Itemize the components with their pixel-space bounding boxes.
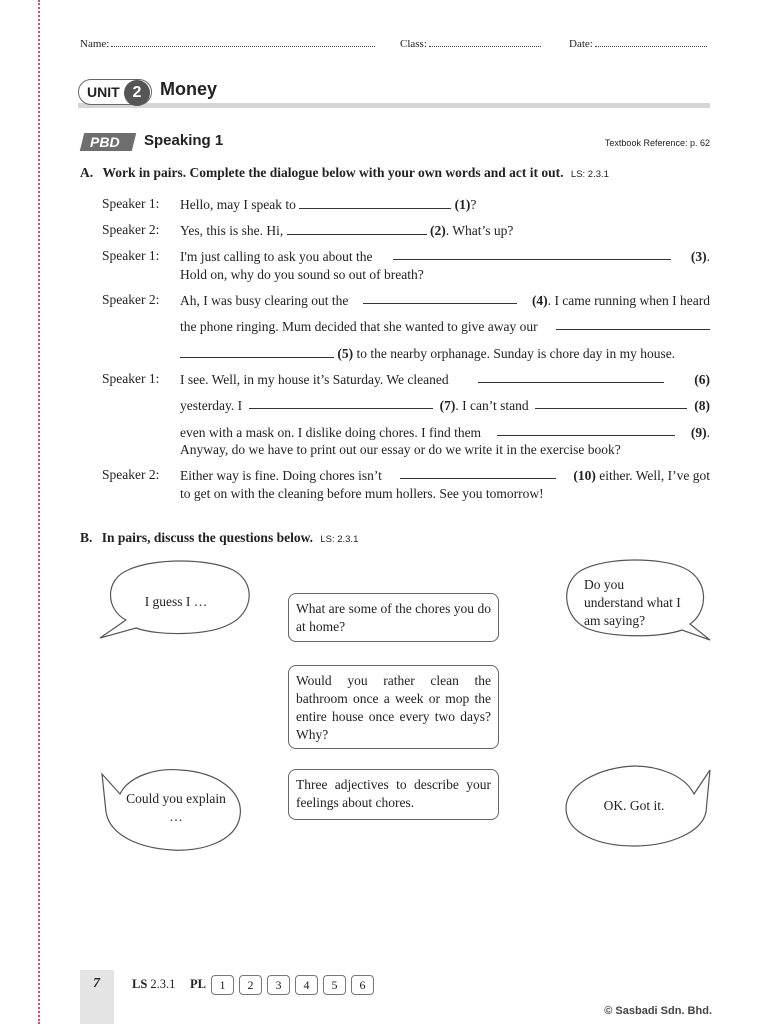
part-b-instruction bbox=[80, 530, 358, 546]
speaker-label: Speaker 1: bbox=[102, 248, 160, 263]
pl-level-5[interactable]: 5 bbox=[323, 975, 346, 995]
pl-level-6[interactable]: 6 bbox=[351, 975, 374, 995]
part-b-text: In pairs, discuss the questions below. bbox=[101, 530, 313, 545]
part-a-ls: LS: 2.3.1 bbox=[570, 169, 609, 180]
part-a-text: Work in pairs. Complete the dialogue below with your own words and act it out. bbox=[102, 165, 564, 180]
dialogue-text: . I came running when I heard bbox=[547, 293, 710, 308]
bubble-3-text: Could you explain … bbox=[126, 791, 226, 824]
speaker-label: Speaker 2: bbox=[102, 222, 160, 237]
dialogue-text: . bbox=[706, 249, 710, 264]
date-label: Date: bbox=[569, 38, 593, 50]
blank-number: (4) bbox=[531, 293, 548, 308]
dialogue-text: . bbox=[706, 425, 710, 440]
date-field[interactable] bbox=[569, 38, 707, 50]
blank-9[interactable] bbox=[497, 424, 675, 436]
pl-level-2[interactable]: 2 bbox=[239, 975, 262, 995]
footer-ls-value: 2.3.1 bbox=[150, 977, 176, 991]
unit-badge bbox=[78, 79, 152, 105]
blank-number: (9) bbox=[690, 425, 707, 440]
class-label: Class: bbox=[400, 38, 427, 50]
footer-ls bbox=[132, 977, 175, 992]
blank-7[interactable] bbox=[249, 397, 433, 409]
dialogue-text: yesterday. I bbox=[180, 398, 243, 413]
part-b-ls: LS: 2.3.1 bbox=[320, 534, 359, 545]
page-number: 7 bbox=[93, 976, 100, 991]
blank-number: (6) bbox=[694, 372, 710, 387]
pbd-badge-label: PBD bbox=[90, 134, 120, 150]
blank-number: (5) bbox=[337, 346, 354, 361]
dialogue-text: Yes, this is she. Hi, bbox=[180, 223, 284, 238]
bubble-1-text: I guess I … bbox=[144, 594, 208, 609]
unit-label: UNIT bbox=[87, 84, 120, 100]
blank-2[interactable] bbox=[287, 223, 427, 235]
unit-number: 2 bbox=[124, 80, 150, 106]
pl-label: PL bbox=[190, 977, 206, 991]
blank-5b[interactable] bbox=[180, 346, 334, 358]
dialogue-text: to get on with the cleaning before mum hollers. See you tomorrow! bbox=[180, 486, 544, 501]
dialogue-text: . I can’t stand bbox=[455, 398, 529, 413]
dialogue-text: the phone ringing. Mum decided that she wanted to give away our bbox=[180, 319, 538, 334]
discussion-question-2: Would you rather clean the bathroom once a week or mop the entire house once every two days? Why? bbox=[288, 665, 499, 749]
discussion-question-3: Three adjectives to describe your feelings about chores. bbox=[288, 769, 499, 820]
discussion-question-1: What are some of the chores you do at home? bbox=[288, 593, 499, 642]
page-margin-line bbox=[38, 0, 40, 1024]
bubble-4-text: OK. Got it. bbox=[603, 798, 665, 813]
part-a-instruction bbox=[80, 165, 609, 181]
blank-5a[interactable] bbox=[556, 318, 710, 330]
student-info-header bbox=[80, 38, 710, 58]
name-label: Name: bbox=[80, 38, 110, 50]
dialogue-text: I see. Well, in my house it’s Saturday. We cleaned bbox=[180, 372, 449, 387]
blank-number: (7) bbox=[439, 398, 456, 413]
dialogue-text: Anyway, do we have to print out our essay or do we write it in the exercise book? bbox=[180, 442, 621, 457]
blank-number: (1) bbox=[454, 197, 471, 212]
speaker-label: Speaker 1: bbox=[102, 196, 160, 211]
dialogue-text: I'm just calling to ask you about the bbox=[180, 249, 373, 264]
pl-level-4[interactable]: 4 bbox=[295, 975, 318, 995]
section-heading bbox=[80, 131, 712, 155]
section-title: Speaking 1 bbox=[144, 132, 224, 149]
dialogue-text: Hold on, why do you sound so out of breath? bbox=[180, 267, 424, 282]
blank-1[interactable] bbox=[299, 197, 451, 209]
part-a-letter: A. bbox=[80, 165, 94, 180]
name-field[interactable] bbox=[80, 38, 375, 50]
dialogue-text: . What’s up? bbox=[445, 223, 514, 238]
blank-number: (10) bbox=[573, 468, 596, 483]
dialogue-text: even with a mask on. I dislike doing chores. I find them bbox=[180, 425, 482, 440]
blank-3[interactable] bbox=[393, 248, 671, 260]
dialogue-text: Ah, I was busy clearing out the bbox=[180, 293, 349, 308]
speaker-label: Speaker 2: bbox=[102, 467, 160, 482]
pl-level-1[interactable]: 1 bbox=[211, 975, 234, 995]
blank-number: (8) bbox=[694, 398, 710, 413]
pl-level-3[interactable]: 3 bbox=[267, 975, 290, 995]
copyright: © Sasbadi Sdn. Bhd. bbox=[604, 1005, 712, 1017]
speaker-label: Speaker 1: bbox=[102, 371, 160, 386]
blank-10[interactable] bbox=[400, 467, 556, 479]
blank-8[interactable] bbox=[535, 397, 687, 409]
speaker-label: Speaker 2: bbox=[102, 292, 160, 307]
blank-4[interactable] bbox=[363, 292, 517, 304]
dialogue-text: Hello, may I speak to bbox=[180, 197, 296, 212]
dialogue-text: Either way is fine. Doing chores isn’t bbox=[180, 468, 382, 483]
unit-heading bbox=[78, 77, 710, 109]
dialogue-text: ? bbox=[470, 197, 477, 212]
textbook-reference: Textbook Reference: p. 62 bbox=[604, 138, 710, 148]
blank-number: (2) bbox=[430, 223, 446, 238]
unit-title: Money bbox=[160, 79, 218, 99]
dialogue-text: to the nearby orphanage. Sunday is chore day in my house. bbox=[356, 346, 676, 361]
class-field[interactable] bbox=[400, 38, 541, 50]
unit-rule bbox=[78, 103, 710, 108]
part-b-letter: B. bbox=[80, 530, 93, 545]
bubble-2-text: Do you understand what I am saying? bbox=[584, 577, 681, 628]
blank-number: (3) bbox=[690, 249, 707, 264]
blank-6[interactable] bbox=[478, 371, 664, 383]
footer-ls-label: LS bbox=[132, 977, 148, 991]
dialogue-text: either. Well, I’ve got bbox=[599, 468, 710, 483]
